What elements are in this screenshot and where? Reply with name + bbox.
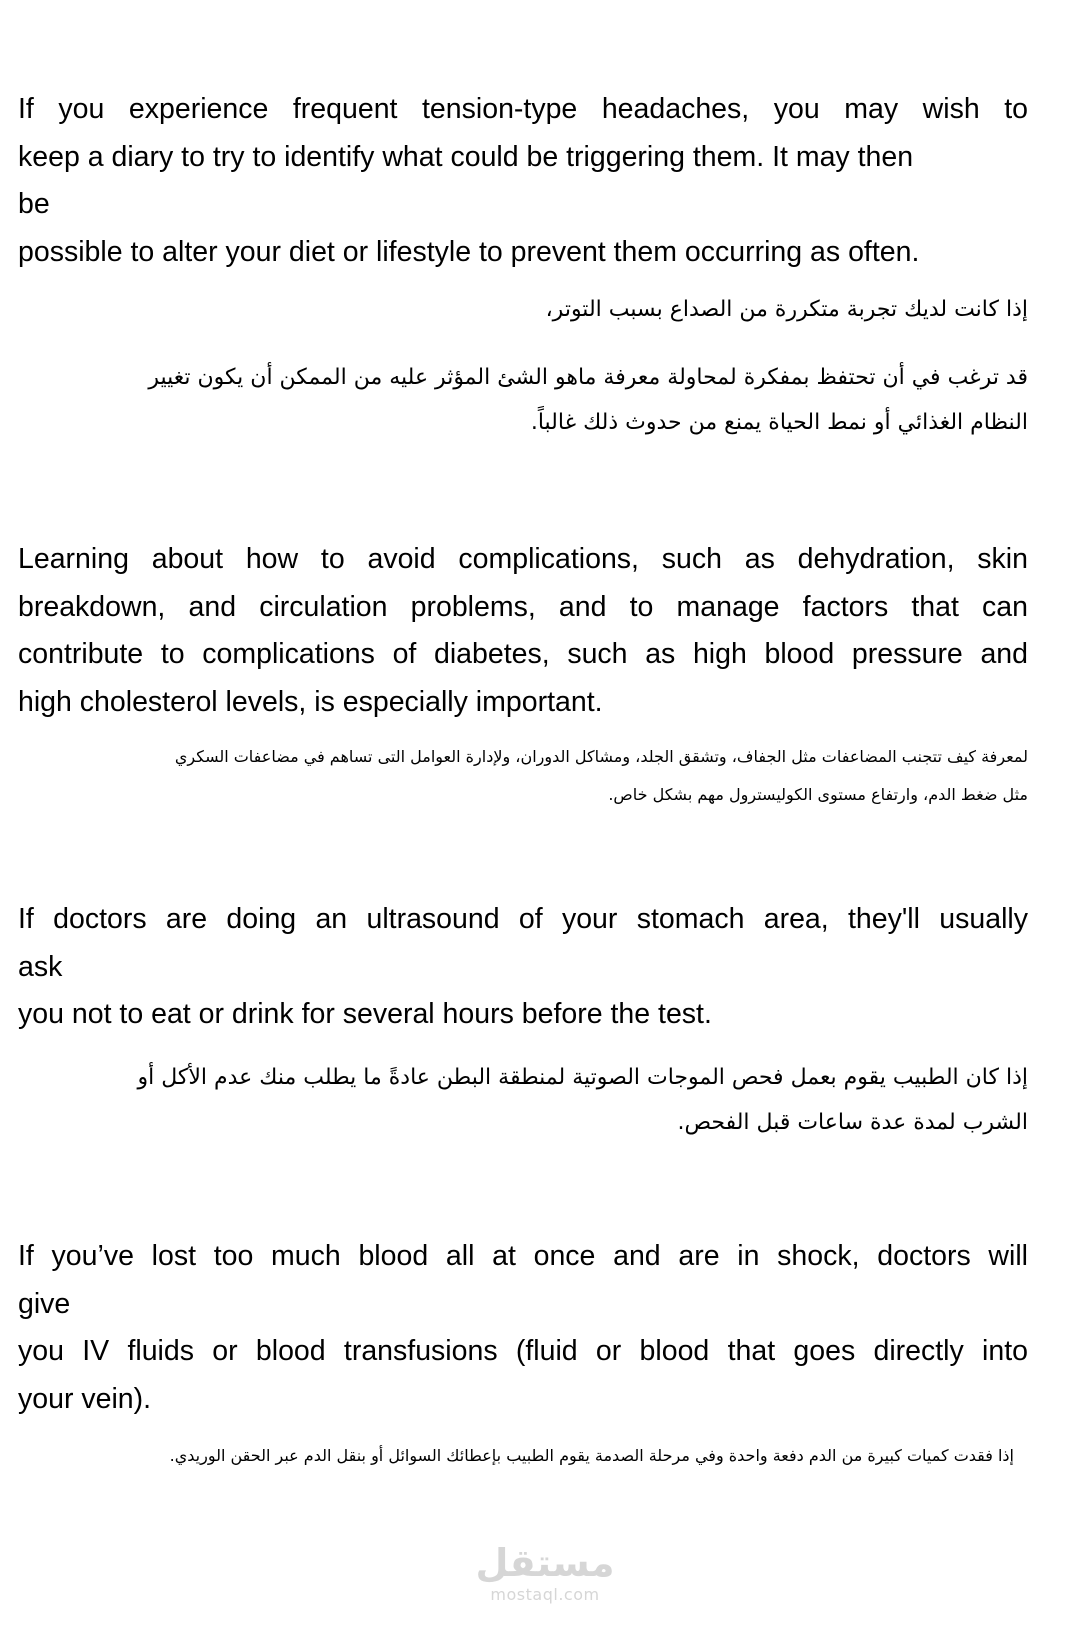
paragraph-headaches-arabic	[18, 355, 1028, 445]
text-line: your vein).	[18, 1382, 152, 1415]
text-line: ask	[18, 950, 63, 983]
paragraph-blood-loss-english	[18, 1233, 1028, 1423]
text-line: If doctors are doing an ultrasound of your stomach area, they'll usually	[18, 903, 1028, 935]
text-line: you IV fluids or blood transfusions (fluid or blood that goes directly into	[18, 1335, 1028, 1367]
text-line: النظام الغذائي أو نمط الحياة يمنع من حدوث ذلك غالباً.	[530, 410, 1028, 435]
paragraph-blood-loss-arabic	[4, 1437, 1014, 1475]
paragraph-complications-arabic	[18, 738, 1028, 814]
watermark-logo	[450, 1540, 640, 1604]
paragraph-headaches-english	[18, 86, 1028, 276]
text-line: give	[18, 1287, 71, 1320]
text-line: keep a diary to try to identify what could be triggering them. It may then	[18, 140, 914, 173]
text-line: possible to alter your diet or lifestyle to prevent them occurring as often.	[18, 235, 920, 268]
paragraph-headaches-arabic-intro	[18, 287, 1028, 332]
text-line: If you experience frequent tension-type headaches, you may wish to	[18, 93, 1028, 125]
text-line: you not to eat or drink for several hours before the test.	[18, 998, 712, 1030]
paragraph-complications-english	[18, 536, 1028, 726]
watermark-url: mostaql.com	[490, 1585, 600, 1604]
text-line: قد ترغب في أن تحتفظ بمفكرة لمحاولة معرفة ماهو الشئ المؤثر عليه من الممكن أن يكون تغيير	[148, 365, 1028, 390]
text-line: إذا كان الطبيب يقوم بعمل فحص الموجات الصوتية لمنطقة البطن عادةً ما يطلب منك عدم الأكل أو	[137, 1065, 1028, 1090]
text-line: If you’ve lost too much blood all at once and are in shock, doctors will	[18, 1240, 1028, 1272]
paragraph-ultrasound-arabic	[18, 1055, 1028, 1145]
text-line: be	[18, 188, 50, 220]
text-line: لمعرفة كيف تتجنب المضاعفات مثل الجفاف، وتشقق الجلد، ومشاكل الدوران، ولإدارة العوامل التى تساهم في مضاعفات السكري	[174, 747, 1028, 766]
text-line: contribute to complications of diabetes, such as high blood pressure and	[18, 638, 1028, 670]
text-line: breakdown, and circulation problems, and to manage factors that can	[18, 590, 1028, 623]
text-line: إذا كانت لديك تجربة متكررة من الصداع بسبب التوتر،	[545, 297, 1028, 322]
paragraph-ultrasound-english	[18, 896, 1028, 1039]
text-line: مثل ضغط الدم، وارتفاع مستوى الكوليسترول مهم بشكل خاص.	[608, 785, 1028, 804]
text-line: إذا فقدت كميات كبيرة من الدم دفعة واحدة وفي مرحلة الصدمة يقوم الطبيب بإعطائك السوائل أو بنقل الدم عبر الحقن الوريدي.	[169, 1446, 1014, 1465]
watermark-arabic: مستقل	[475, 1541, 615, 1585]
text-line: الشرب لمدة عدة ساعات قبل الفحص.	[677, 1110, 1028, 1135]
text-line: high cholesterol levels, is especially important.	[18, 685, 603, 718]
text-line: Learning about how to avoid complications, such as dehydration, skin	[18, 543, 1028, 575]
